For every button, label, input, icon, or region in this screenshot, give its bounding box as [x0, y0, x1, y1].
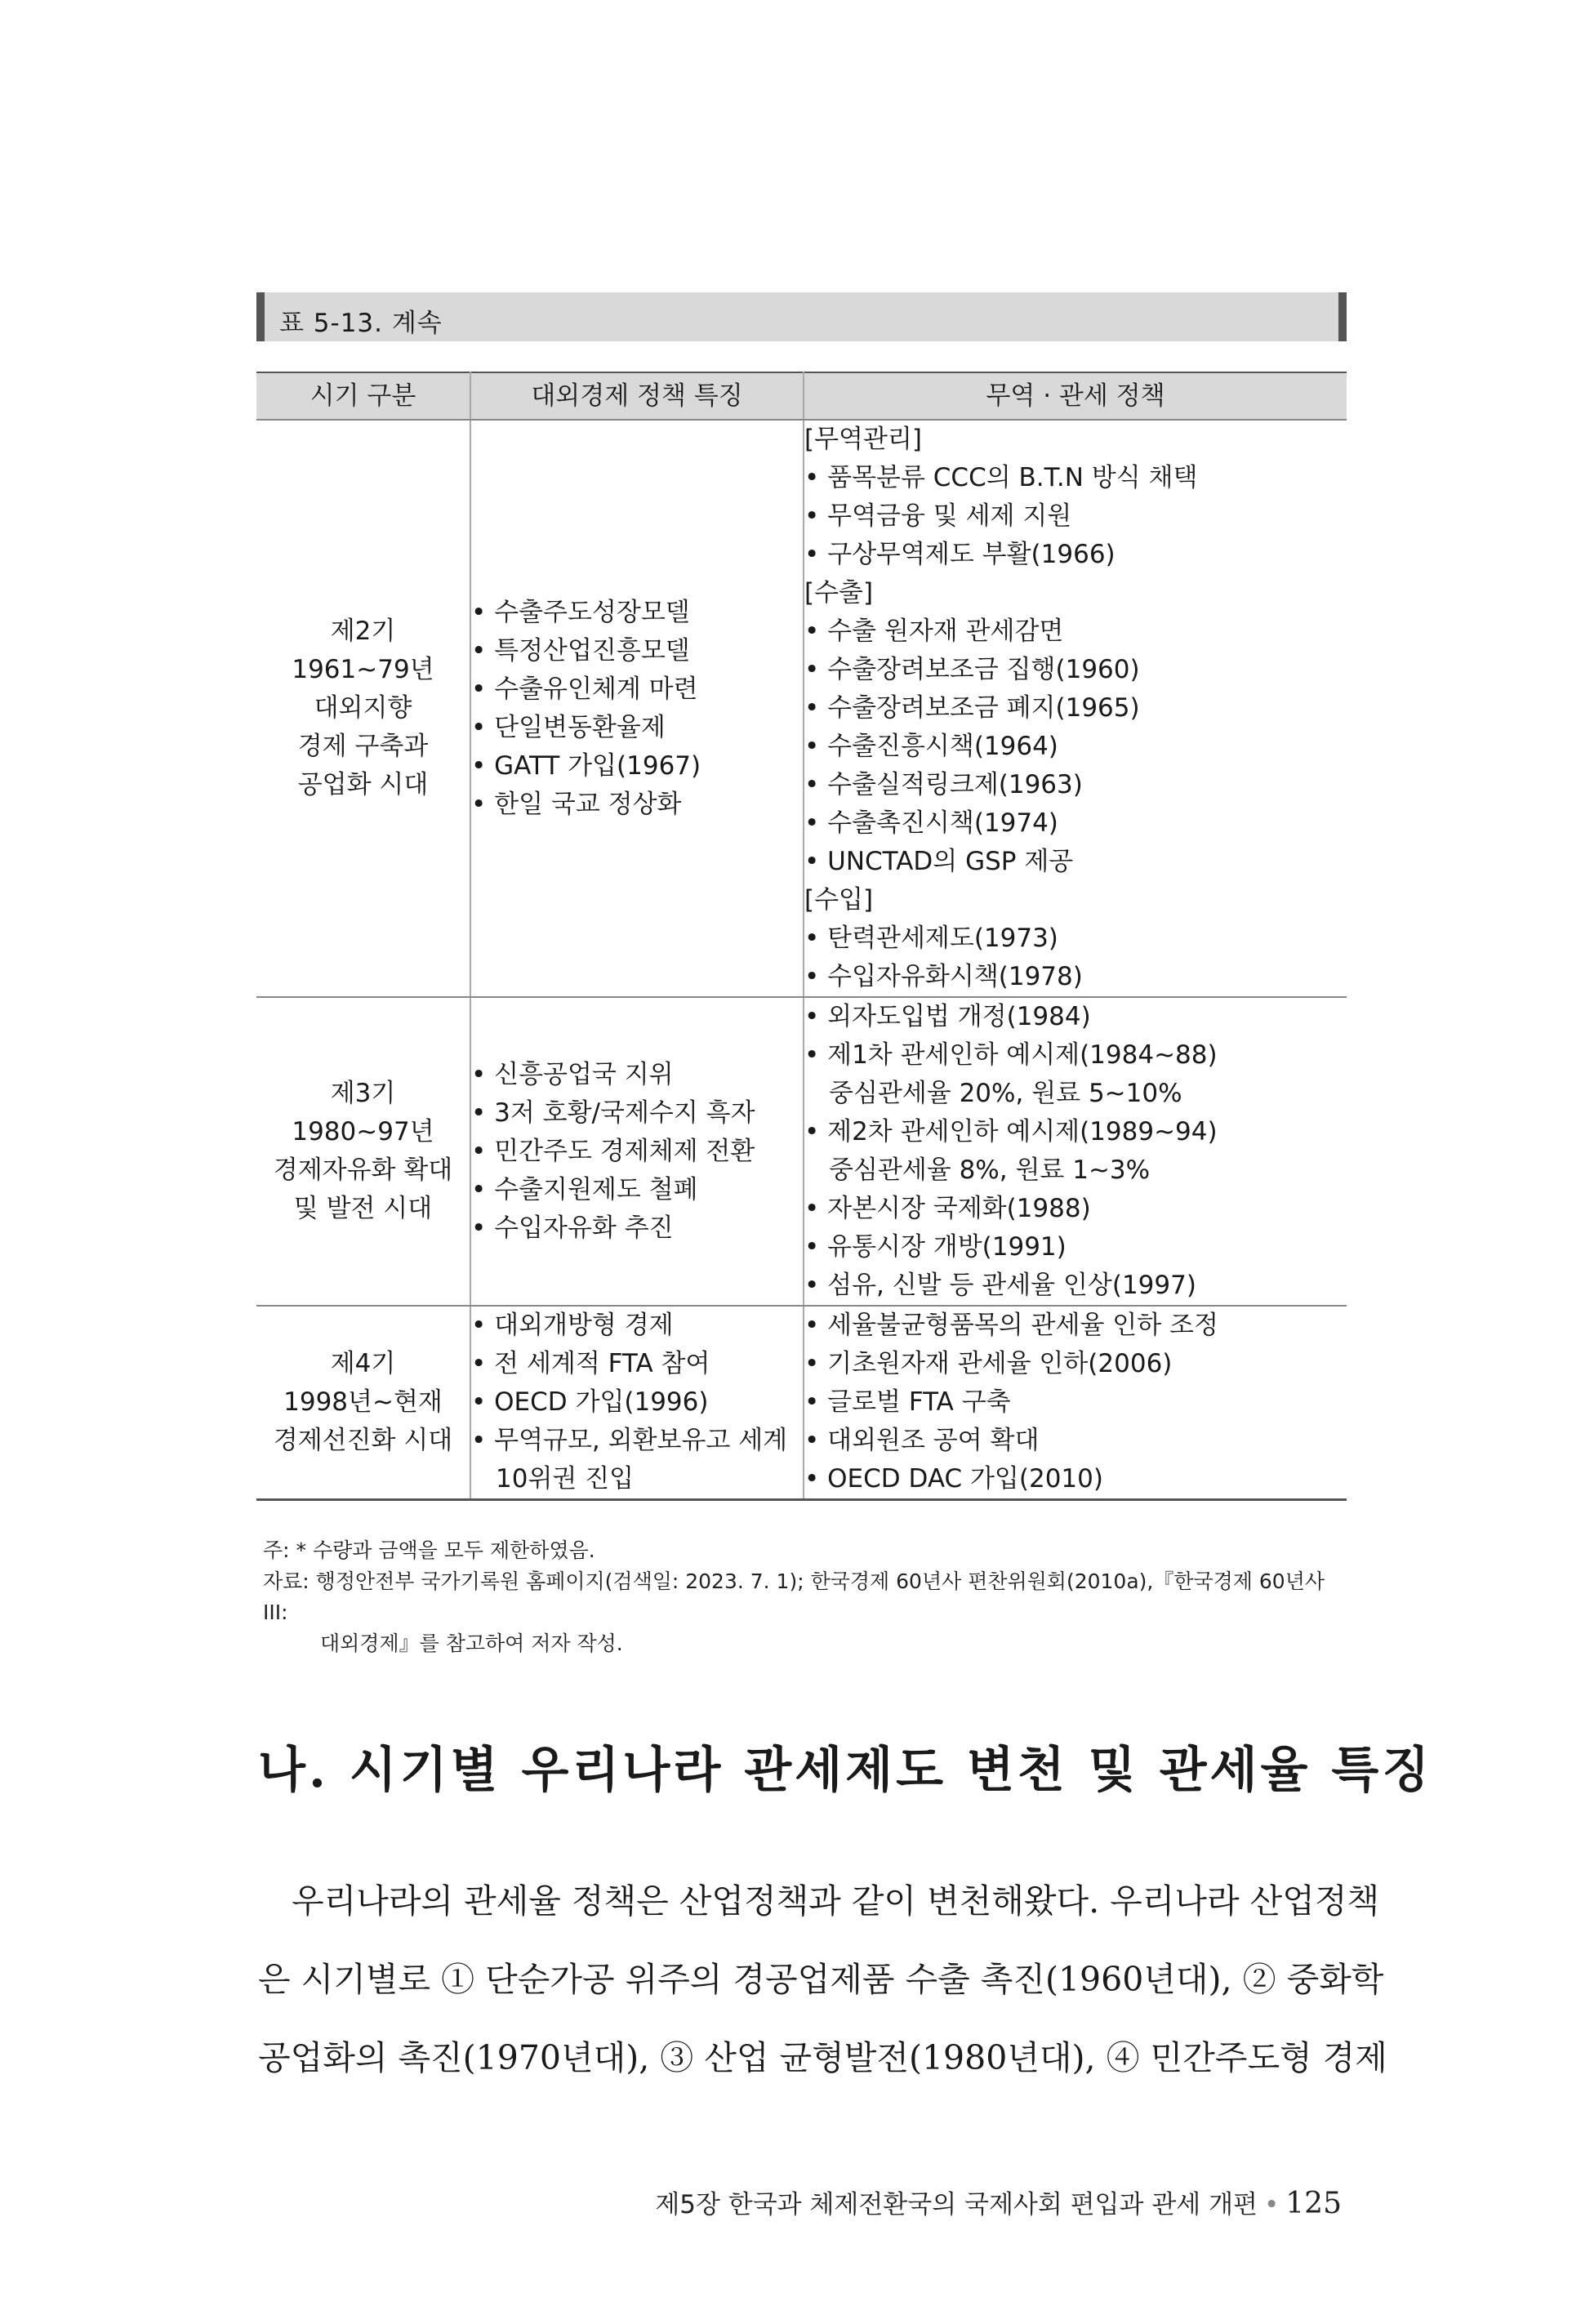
trade-item: • 품목분류 CCC의 B.T.N 방식 채택: [804, 459, 1347, 497]
trade-item: • 구상무역제도 부활(1966): [804, 536, 1347, 574]
period-cell: [256, 420, 470, 997]
body-paragraph: [258, 1862, 1387, 2097]
trade-item: • 수출장려보조금 집행(1960): [804, 651, 1347, 689]
table-title: 표 5-13. 계속: [279, 309, 443, 338]
table-notes: [263, 1535, 1349, 1659]
features-cell: [470, 997, 804, 1306]
trade-item: • 대외원조 공여 확대: [804, 1422, 1347, 1460]
body-line: 은 시기별로 ① 단순가공 위주의 경공업제품 수출 촉진(1960년대), ② 중화학: [258, 1960, 1384, 1999]
policy-table: [256, 372, 1347, 1501]
period-line: 1961~79년: [292, 655, 434, 684]
trade-item: • 자본시장 국제화(1988): [804, 1190, 1347, 1228]
trade-subitem: 중심관세율 8%, 원료 1~3%: [829, 1155, 1151, 1185]
trade-item: • 수출 원자재 관세감면: [804, 612, 1347, 651]
trade-item: • 글로벌 FTA 구축: [804, 1383, 1347, 1422]
table-row: [256, 1306, 1347, 1500]
feature-item: • 대외개방형 경제: [471, 1307, 803, 1345]
feature-item: • 수출주도성장모델: [471, 594, 803, 632]
period-line: 경제선진화 시대: [273, 1426, 453, 1455]
trade-item: • 외자도입법 개정(1984): [804, 998, 1347, 1036]
feature-item: • 수입자유화 추진: [471, 1209, 803, 1248]
period-line: 1980~97년: [292, 1117, 434, 1146]
feature-item: • 신흥공업국 지위: [471, 1056, 803, 1094]
period-line: 제2기: [330, 617, 396, 646]
period-cell: [256, 1306, 470, 1500]
body-line: 공업화의 촉진(1970년대), ③ 산업 균형발전(1980년대), ④ 민간주도형 경제: [258, 2038, 1387, 2077]
trade-section-label: [수입]: [804, 885, 874, 915]
footer-separator: •: [1263, 2190, 1280, 2219]
trade-item: • 수입자유화시책(1978): [804, 958, 1347, 996]
feature-item: • 전 세계적 FTA 참여: [471, 1345, 803, 1383]
section-heading: 나. 시기별 우리나라 관세제도 변천 및 관세율 특징: [258, 1742, 1433, 1799]
feature-item: • 수출지원제도 철폐: [471, 1171, 803, 1209]
period-line: 1998년~현재: [283, 1387, 443, 1417]
trade-item: • OECD DAC 가입(2010): [804, 1460, 1347, 1498]
trade-cell: [804, 1306, 1347, 1500]
trade-item: • 제2차 관세인하 예시제(1989~94): [804, 1113, 1347, 1151]
table-title-bar: [256, 292, 1347, 341]
feature-item: • 한일 국교 정상화: [471, 786, 803, 824]
trade-section-label: [무역관리]: [804, 425, 922, 454]
trade-cell: [804, 997, 1347, 1306]
table-source: 자료: 행정안전부 국가기록원 홈페이지(검색일: 2023. 7. 1); 한국경제 60년사 편찬위원회(2010a),『한국경제 60년사III:: [263, 1569, 1325, 1624]
trade-item: • 수출촉진시책(1974): [804, 804, 1347, 843]
period-line: 경제자유화 확대: [273, 1155, 453, 1185]
trade-item: • 수출실적링크제(1963): [804, 766, 1347, 804]
period-line: 대외지향: [314, 693, 412, 723]
period-line: 제3기: [330, 1079, 396, 1108]
header-period: 시기 구분: [256, 372, 470, 420]
feature-item: • 무역규모, 외환보유고 세계: [471, 1422, 803, 1460]
trade-section-label: [수출]: [804, 578, 874, 608]
trade-item: • 기초원자재 관세율 인하(2006): [804, 1345, 1347, 1383]
page-number: 125: [1285, 2187, 1342, 2220]
header-trade: 무역 · 관세 정책: [804, 372, 1347, 420]
feature-item: • 특정산업진흥모델: [471, 632, 803, 670]
period-line: 공업화 시대: [297, 770, 429, 799]
footer-chapter: 제5장 한국과 체제전환국의 국제사회 편입과 관세 개편: [655, 2190, 1258, 2219]
trade-item: • 섬유, 신발 등 관세율 인상(1997): [804, 1267, 1347, 1305]
feature-item: • GATT 가입(1967): [471, 747, 803, 786]
table-row: [256, 997, 1347, 1306]
trade-item: • 유통시장 개방(1991): [804, 1228, 1347, 1267]
trade-item: • 수출장려보조금 폐지(1965): [804, 689, 1347, 728]
trade-item: • UNCTAD의 GSP 제공: [804, 843, 1347, 881]
trade-item: • 무역금융 및 세제 지원: [804, 497, 1347, 536]
trade-item: • 수출진흥시책(1964): [804, 728, 1347, 766]
trade-cell: [804, 420, 1347, 997]
features-cell: [470, 420, 804, 997]
period-line: 제4기: [330, 1349, 396, 1378]
header-features: 대외경제 정책 특징: [470, 372, 804, 420]
table-row: [256, 420, 1347, 997]
features-cell: [470, 1306, 804, 1500]
table-note: 주: * 수량과 금액을 모두 제한하였음.: [263, 1538, 595, 1562]
feature-item: • OECD 가입(1996): [471, 1383, 803, 1422]
period-line: 경제 구축과: [297, 732, 429, 761]
feature-item: • 3저 호황/국제수지 흑자: [471, 1094, 803, 1133]
feature-subitem: 10위권 진입: [496, 1464, 635, 1494]
period-line: 및 발전 시대: [293, 1194, 433, 1223]
trade-item: • 탄력관세제도(1973): [804, 919, 1347, 958]
feature-item: • 단일변동환율제: [471, 709, 803, 747]
trade-item: • 제1차 관세인하 예시제(1984~88): [804, 1036, 1347, 1075]
table-header-row: [256, 372, 1347, 420]
body-line: 우리나라의 관세율 정책은 산업정책과 같이 변천해왔다. 우리나라 산업정책: [258, 1881, 1380, 1921]
period-cell: [256, 997, 470, 1306]
trade-item: • 세율불균형품목의 관세율 인하 조정: [804, 1307, 1347, 1345]
page-footer: [655, 2184, 1342, 2220]
table-source-cont: 대외경제』를 참고하여 저자 작성.: [320, 1632, 623, 1655]
trade-subitem: 중심관세율 20%, 원료 5~10%: [829, 1079, 1182, 1108]
feature-item: • 수출유인체계 마련: [471, 670, 803, 709]
feature-item: • 민간주도 경제체제 전환: [471, 1133, 803, 1171]
